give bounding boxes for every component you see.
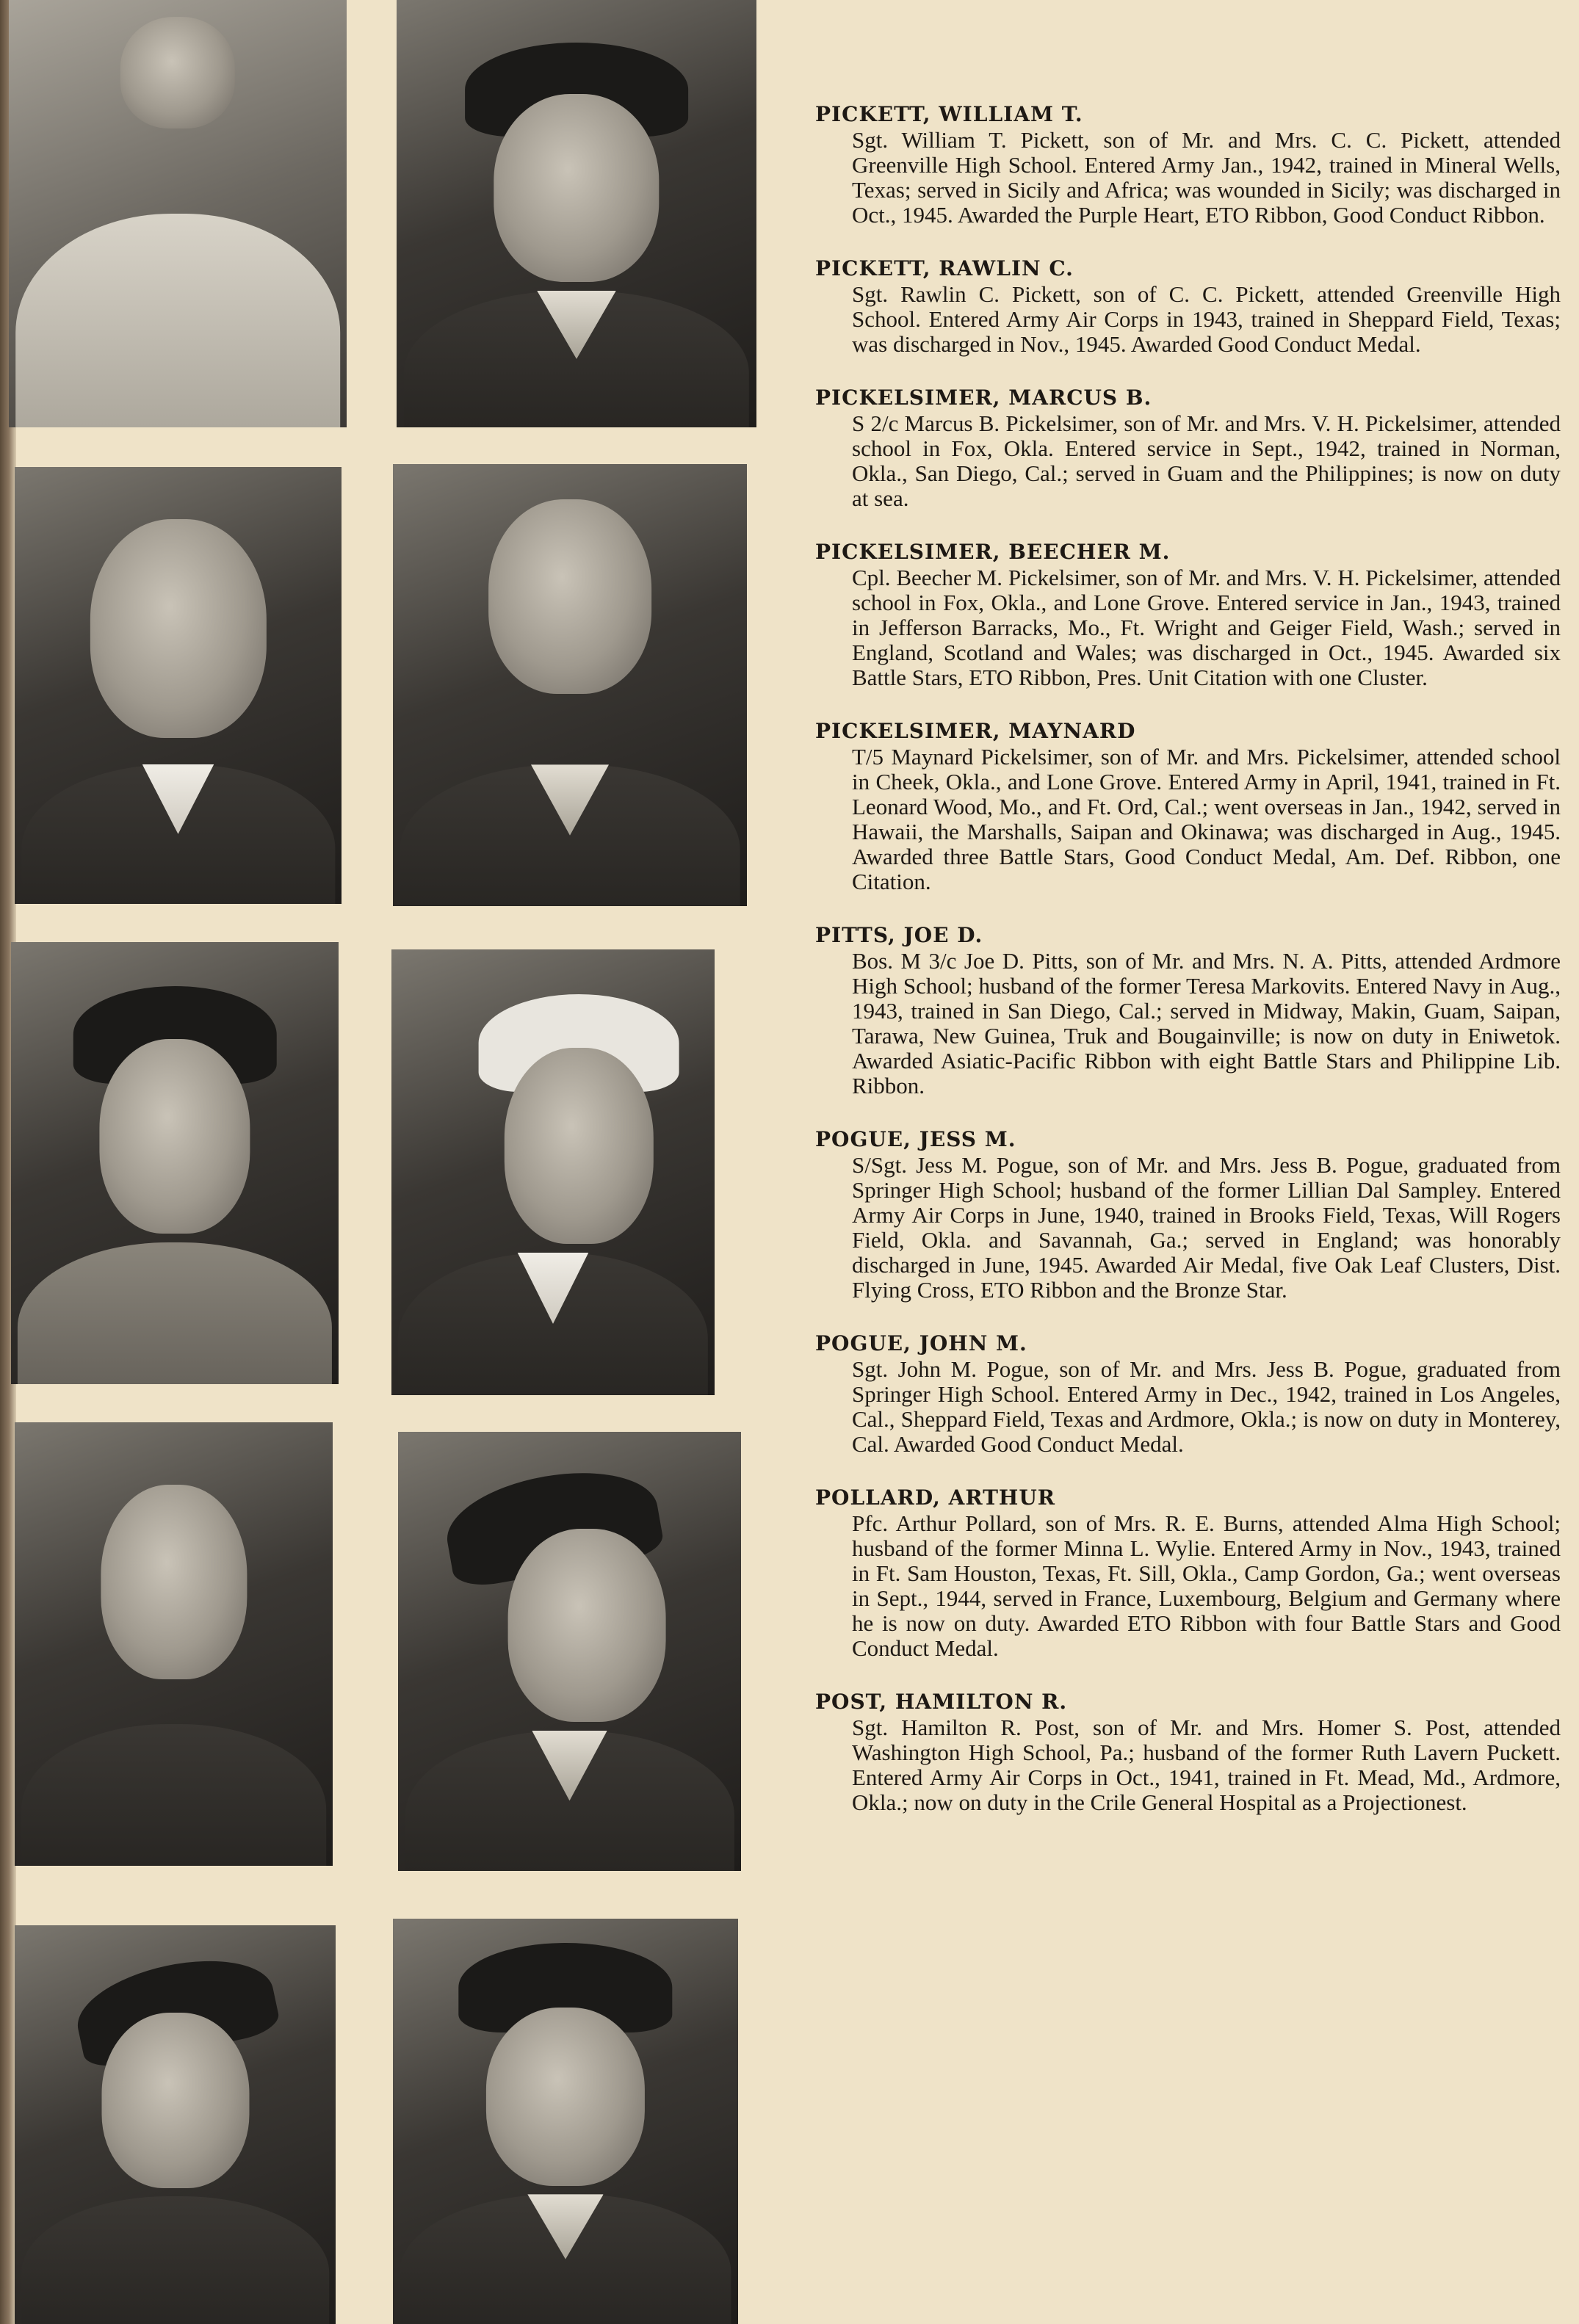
entry-name: PICKETT, WILLIAM T. bbox=[815, 102, 1083, 126]
portrait-photo bbox=[15, 1422, 333, 1866]
portrait-photo bbox=[9, 0, 347, 427]
biography-entry bbox=[815, 101, 1561, 228]
entry-text: Pfc. Arthur Pollard, son of Mrs. R. E. Burns, attended Alma High School; husband of the former Minna L. Wylie. Entered Army in Nov., 1943, trained in Ft. Sam Houston, Texas, Ft. Sill, Okla., Camp Gordon, Ga.; went overseas in Sept., 1944, served in France, Luxembourg, Belgium and Germany where he is now on duty. Awarded ETO Ribbon with four Battle Stars and Good Conduct Medal. bbox=[852, 1510, 1561, 1661]
entry-text: Sgt. Rawlin C. Pickett, son of C. C. Pickett, attended Greenville High School. Entered Army Air Corps in 1943, trained in Sheppard Field, Texas; was discharged in Nov., 1945. Awarded Good Conduct Medal. bbox=[852, 281, 1561, 357]
portrait-photo bbox=[11, 942, 339, 1384]
entry-name: POLLARD, ARTHUR bbox=[815, 1485, 1056, 1510]
entry-text: S/Sgt. Jess M. Pogue, son of Mr. and Mrs. Jess B. Pogue, graduated from Springer High School; husband of the former Lillian Dal Sampley. Entered Army Air Corps in June, 1940, trained in Brooks Field, Texas, Will Rogers Field, Okla. and Savannah, Ga.; served in England; was honorably discharged in June, 1945. Awarded Air Medal, five Oak Leaf Clusters, Dist. Flying Cross, ETO Ribbon and the Bronze Star. bbox=[852, 1152, 1561, 1303]
portrait-photo bbox=[393, 464, 747, 906]
entry-text: T/5 Maynard Pickelsimer, son of Mr. and Mrs. Pickelsimer, attended school in Cheek, Okla., and Lone Grove. Entered Army in April, 1941, trained in Ft. Leonard Wood, Mo., and Ft. Ord, Cal.; went overseas in Jan., 1942, served in Hawaii, the Marshalls, Saipan and Okinawa; was discharged in Aug., 1945. Awarded three Battle Stars, Good Conduct Medal, Am. Def. Ribbon, one Citation. bbox=[852, 744, 1561, 894]
portrait-photo bbox=[15, 1925, 336, 2324]
entry-name: PICKETT, RAWLIN C. bbox=[815, 256, 1074, 280]
entry-name: PITTS, JOE D. bbox=[815, 923, 983, 947]
entry-text: Sgt. William T. Pickett, son of Mr. and Mrs. C. C. Pickett, attended Greenville High School. Entered Army Jan., 1942, trained in Mineral Wells, Texas; served in Sicily and Africa; was wounded in Sicily; was discharged in Oct., 1945. Awarded the Purple Heart, ETO Ribbon, Good Conduct Ribbon. bbox=[852, 127, 1561, 228]
entry-name: PICKELSIMER, MARCUS B. bbox=[815, 385, 1152, 410]
portrait-photo bbox=[397, 0, 756, 427]
portrait-photo bbox=[393, 1919, 738, 2324]
entry-name: PICKELSIMER, BEECHER M. bbox=[815, 540, 1171, 564]
biography-column bbox=[815, 101, 1561, 1843]
biography-entry bbox=[815, 1689, 1561, 1815]
portrait-photo bbox=[15, 467, 342, 904]
entry-text: Sgt. John M. Pogue, son of Mr. and Mrs. Jess B. Pogue, graduated from Springer High School. Entered Army in Dec., 1942, trained in Los Angeles, Cal., Sheppard Field, Texas and Ardmore, Okla.; is now on duty in Monterey, Cal. Awarded Good Conduct Medal. bbox=[852, 1356, 1561, 1457]
biography-entry bbox=[815, 718, 1561, 894]
entry-name: POGUE, JOHN M. bbox=[815, 1331, 1027, 1355]
entry-text: S 2/c Marcus B. Pickelsimer, son of Mr. and Mrs. V. H. Pickelsimer, attended school in Fox, Okla. Entered service in Sept., 1942, trained in Norman, Okla., San Diego, Cal.; served in Guam and the Philippines; is now on duty at sea. bbox=[852, 410, 1561, 511]
entry-name: PICKELSIMER, MAYNARD bbox=[815, 719, 1136, 743]
portrait-photo bbox=[391, 949, 715, 1395]
entry-text: Bos. M 3/c Joe D. Pitts, son of Mr. and Mrs. N. A. Pitts, attended Ardmore High School; husband of the former Teresa Markovits. Entered Navy in Aug., 1943, trained in San Diego, Cal.; served in Midway, Makin, Guam, Saipan, Tarawa, New Guinea, Truk and Bougainville; is now on duty in Eniwetok. Awarded Asiatic-Pacific Ribbon with eight Battle Stars and Philippine Lib. Ribbon. bbox=[852, 948, 1561, 1098]
biography-entry bbox=[815, 1126, 1561, 1303]
biography-entry bbox=[815, 922, 1561, 1098]
biography-entry bbox=[815, 539, 1561, 690]
entry-text: Cpl. Beecher M. Pickelsimer, son of Mr. and Mrs. V. H. Pickelsimer, attended school in Fox, Okla., and Lone Grove. Entered service in Jan., 1943, trained in Jefferson Barracks, Mo., Ft. Wright and Geiger Field, Wash.; served in England, Scotland and Wales; was discharged in Oct., 1945. Awarded six Battle Stars, ETO Ribbon, Pres. Unit Citation with one Cluster. bbox=[852, 565, 1561, 690]
entry-name: POST, HAMILTON R. bbox=[815, 1690, 1068, 1714]
entry-text: Sgt. Hamilton R. Post, son of Mr. and Mrs. Homer S. Post, attended Washington High School, Pa.; husband of the former Ruth Lavern Puckett. Entered Army Air Corps in Oct., 1941, trained in Ft. Mead, Md., Ardmore, Okla.; now on duty in the Crile General Hospital as a Projectionest. bbox=[852, 1715, 1561, 1815]
biography-entry bbox=[815, 385, 1561, 511]
portrait-photo bbox=[398, 1432, 741, 1871]
biography-entry bbox=[815, 1331, 1561, 1457]
biography-entry bbox=[815, 256, 1561, 357]
biography-entry bbox=[815, 1485, 1561, 1661]
entry-name: POGUE, JESS M. bbox=[815, 1127, 1016, 1151]
